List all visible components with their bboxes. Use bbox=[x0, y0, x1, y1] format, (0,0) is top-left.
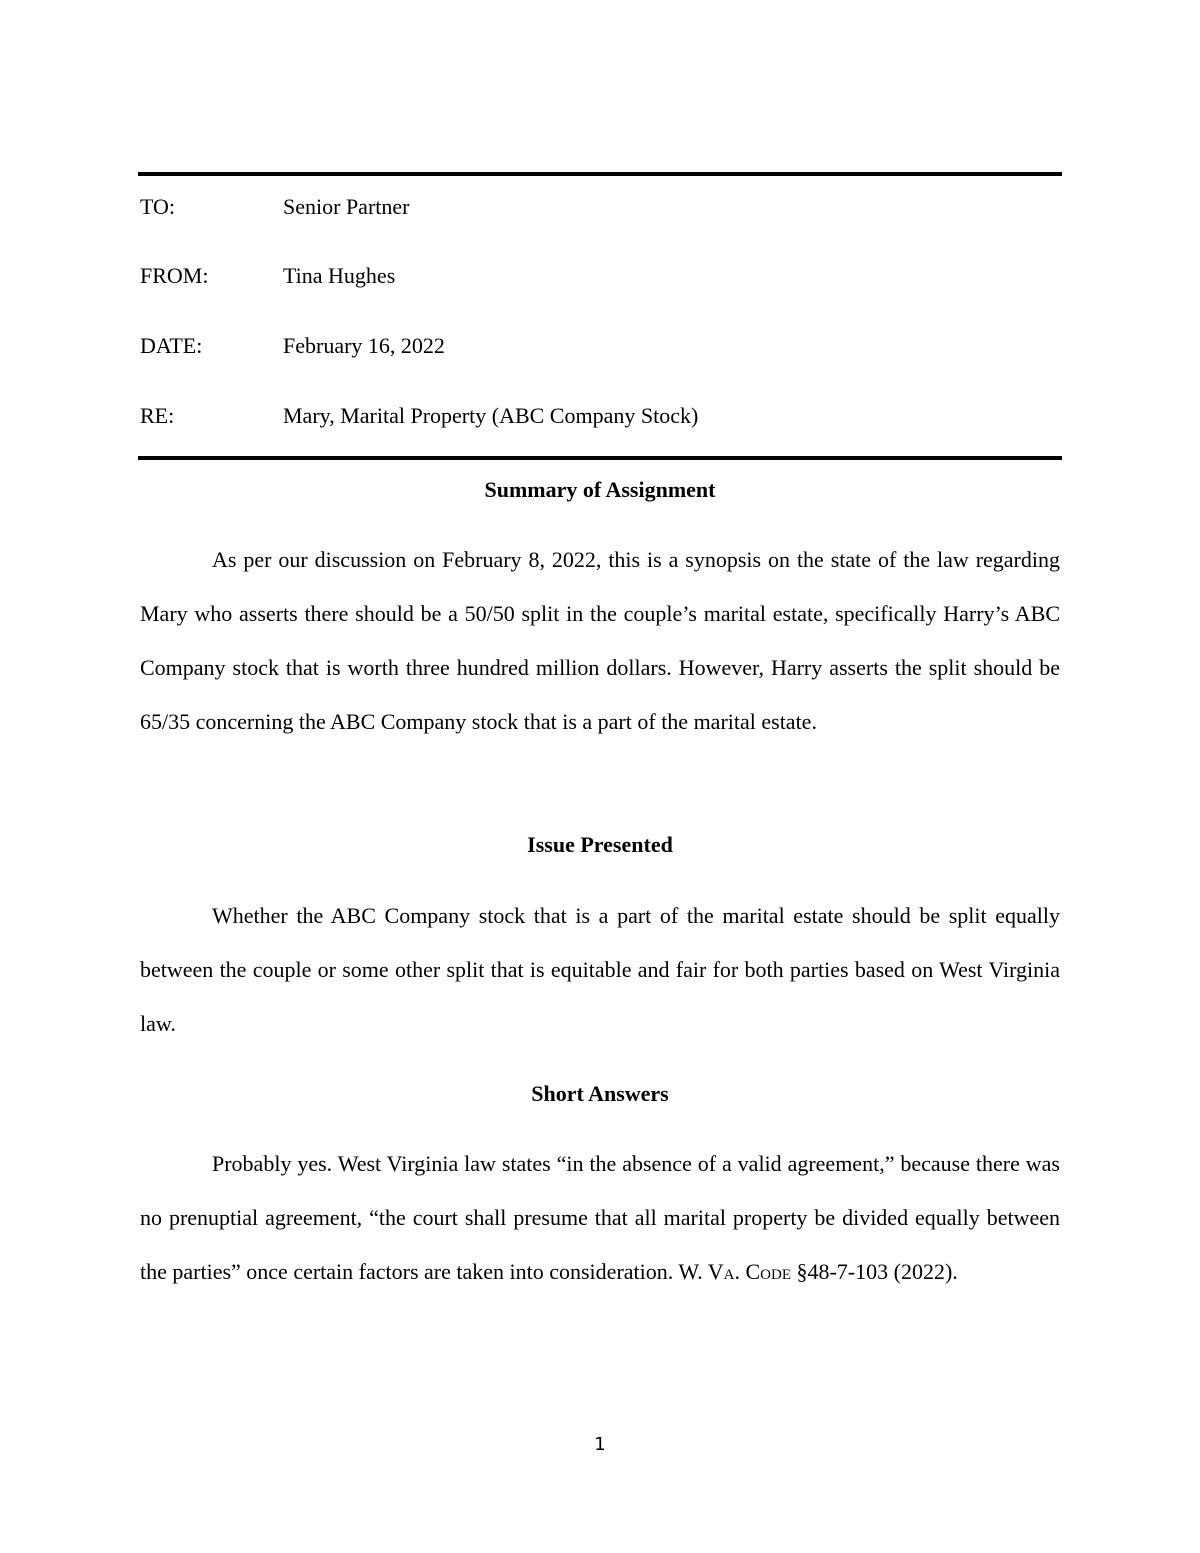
issue-paragraph: Whether the ABC Company stock that is a part of the marital estate should be split equally between the couple or some other split that is equitable and fair for both parties based on West Virginia law. bbox=[140, 903, 1060, 1036]
memo-re-value: Mary, Marital Property (ABC Company Stock) bbox=[283, 403, 699, 428]
issue-heading: Issue Presented bbox=[527, 832, 673, 857]
memo-to-value: Senior Partner bbox=[283, 194, 410, 219]
summary-paragraph: As per our discussion on February 8, 2022, this is a synopsis on the state of the law regarding Mary who asserts there should be a 50/50 split in the couple’s marital estate, specifically Harry’s ABC Company stock that is worth three hundred million dollars. However, Harry asserts the split should be 65/35 concerning the ABC Company stock that is a part of the marital estate. bbox=[140, 547, 1060, 734]
short-answers-text: Probably yes. West Virginia law states “in the absence of a valid agreement,” because there was no prenuptial agreement, “the court shall presume that all marital property be divided equally between the parties” once certain factors are taken into consideration. bbox=[140, 1151, 1060, 1284]
statute-citation: W. Va. Code §48-7-103 (2022). bbox=[678, 1259, 958, 1284]
memo-date-value: February 16, 2022 bbox=[283, 333, 445, 358]
memo-from-label: FROM: bbox=[140, 263, 209, 288]
memo-from-value: Tina Hughes bbox=[283, 263, 396, 288]
short-answers-paragraph bbox=[140, 1137, 1060, 1299]
memo-date-label: DATE: bbox=[140, 333, 203, 358]
header-bottom-rule bbox=[138, 456, 1062, 460]
memo-re-label: RE: bbox=[140, 403, 175, 428]
header-top-rule bbox=[138, 172, 1062, 176]
page-number: 1 bbox=[594, 1434, 606, 1455]
summary-heading: Summary of Assignment bbox=[484, 477, 716, 502]
memo-to-label: TO: bbox=[140, 194, 176, 219]
short-answers-heading: Short Answers bbox=[531, 1081, 669, 1106]
